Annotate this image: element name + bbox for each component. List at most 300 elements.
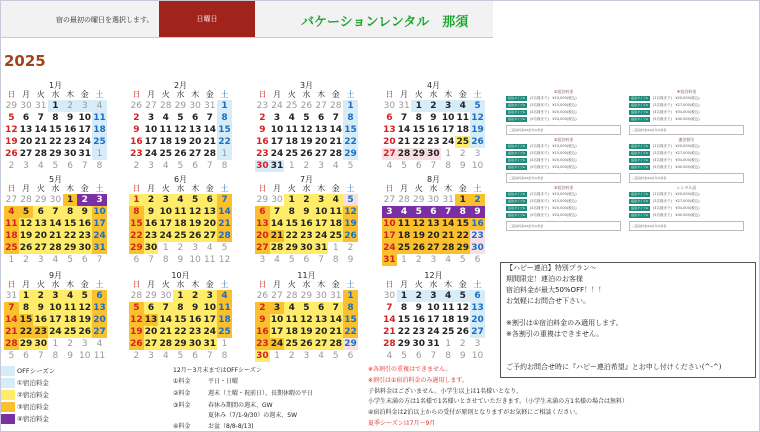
day-cell[interactable]: 15 xyxy=(63,219,77,229)
day-cell[interactable]: 7 xyxy=(158,302,173,314)
day-cell[interactable]: 21 xyxy=(34,137,47,147)
day-cell[interactable]: 15 xyxy=(397,315,411,325)
day-cell[interactable]: 2 xyxy=(255,302,270,314)
day-cell[interactable]: 10 xyxy=(441,113,455,123)
day-cell[interactable]: 28 xyxy=(5,339,18,349)
day-cell[interactable]: 21 xyxy=(441,231,455,241)
day-cell[interactable]: 20 xyxy=(19,137,33,147)
day-cell[interactable]: 30 xyxy=(78,243,92,253)
day-cell[interactable]: 17 xyxy=(383,231,396,241)
day-cell[interactable]: 5 xyxy=(411,206,426,218)
day-cell[interactable]: 11 xyxy=(285,125,298,135)
day-cell[interactable]: 31 xyxy=(203,339,217,349)
day-cell[interactable]: 21 xyxy=(329,137,343,147)
day-cell[interactable]: 30 xyxy=(63,149,77,159)
day-cell[interactable]: 15 xyxy=(456,219,470,229)
day-cell[interactable]: 23 xyxy=(256,339,269,349)
day-cell[interactable]: 29 xyxy=(456,243,470,253)
day-cell[interactable]: 20 xyxy=(188,137,202,147)
day-cell[interactable]: 28 xyxy=(441,243,455,253)
day-cell[interactable]: 8 xyxy=(415,113,422,123)
day-cell[interactable]: 17 xyxy=(314,219,328,229)
day-cell[interactable]: 22 xyxy=(412,137,425,147)
day-cell[interactable]: 26 xyxy=(300,339,313,349)
day-cell[interactable]: 16 xyxy=(256,327,269,337)
day-cell[interactable]: 20 xyxy=(203,219,217,229)
day-cell[interactable]: 3 xyxy=(382,206,397,218)
day-cell[interactable]: 25 xyxy=(159,149,172,159)
day-cell[interactable]: 7 xyxy=(37,113,44,123)
day-cell[interactable]: 29 xyxy=(397,339,411,349)
day-cell[interactable]: 11 xyxy=(159,125,172,135)
day-cell[interactable]: 6 xyxy=(33,206,48,218)
day-cell[interactable]: 20 xyxy=(427,231,440,241)
day-cell[interactable]: 2 xyxy=(299,194,314,206)
day-cell[interactable]: 30 xyxy=(34,339,47,349)
day-cell[interactable]: 17 xyxy=(144,137,158,147)
day-cell[interactable]: 16 xyxy=(471,219,484,229)
day-cell[interactable]: 6 xyxy=(144,302,159,314)
day-cell[interactable]: 24 xyxy=(270,149,284,159)
day-cell[interactable]: 26 xyxy=(471,137,484,147)
day-cell[interactable]: 26 xyxy=(300,149,313,159)
day-cell[interactable]: 23 xyxy=(256,149,269,159)
day-cell[interactable]: 19 xyxy=(78,315,92,325)
day-cell[interactable]: 26 xyxy=(5,149,18,159)
day-cell[interactable]: 13 xyxy=(188,125,202,135)
day-cell[interactable]: 18 xyxy=(174,219,187,229)
day-cell[interactable]: 9 xyxy=(430,113,437,123)
day-cell[interactable]: 26 xyxy=(344,231,357,241)
day-cell[interactable]: 1 xyxy=(343,100,358,112)
day-cell[interactable]: 7 xyxy=(332,113,339,123)
day-cell[interactable]: 19 xyxy=(300,327,313,337)
day-cell[interactable]: 25 xyxy=(329,231,343,241)
day-cell[interactable]: 30 xyxy=(144,243,158,253)
day-cell[interactable]: 27 xyxy=(256,243,269,253)
day-cell[interactable]: 9 xyxy=(299,206,314,218)
day-cell[interactable]: 11 xyxy=(285,315,298,325)
day-cell[interactable]: 5 xyxy=(303,113,310,123)
day-cell[interactable]: 28 xyxy=(218,231,231,241)
day-cell[interactable]: 4 xyxy=(328,194,343,206)
day-cell[interactable]: 19 xyxy=(344,219,357,229)
day-cell[interactable]: 18 xyxy=(397,231,411,241)
day-cell[interactable]: 8 xyxy=(455,206,470,218)
day-cell[interactable]: 28 xyxy=(203,149,217,159)
day-cell[interactable]: 8 xyxy=(63,206,78,218)
day-cell[interactable]: 8 xyxy=(343,302,358,314)
day-cell[interactable]: 14 xyxy=(397,125,411,135)
day-cell[interactable]: 3 xyxy=(270,302,285,314)
day-cell[interactable]: 17 xyxy=(49,315,62,325)
day-cell[interactable]: 27 xyxy=(144,339,158,349)
day-cell[interactable]: 12 xyxy=(300,125,313,135)
day-cell[interactable]: 26 xyxy=(78,327,92,337)
day-cell[interactable]: 13 xyxy=(471,303,484,313)
day-cell[interactable]: 28 xyxy=(270,243,284,253)
day-cell[interactable]: 29 xyxy=(49,149,62,159)
day-cell[interactable]: 13 xyxy=(144,315,158,325)
day-cell[interactable]: 22 xyxy=(397,327,411,337)
day-cell[interactable]: 5 xyxy=(177,113,184,123)
day-cell[interactable]: 27 xyxy=(34,243,47,253)
day-cell[interactable]: 14 xyxy=(159,315,172,325)
day-cell[interactable]: 11 xyxy=(456,113,470,123)
day-cell[interactable]: 7 xyxy=(48,206,63,218)
day-cell[interactable]: 4 xyxy=(284,302,299,314)
day-cell[interactable]: 20 xyxy=(471,315,484,325)
day-cell[interactable]: 10 xyxy=(427,303,440,313)
day-cell[interactable]: 18 xyxy=(218,315,231,325)
day-cell[interactable]: 10 xyxy=(314,207,328,217)
day-cell[interactable]: 23 xyxy=(78,231,92,241)
day-cell[interactable]: 31 xyxy=(270,161,284,171)
day-cell[interactable]: 5 xyxy=(19,206,34,218)
day-cell[interactable]: 11 xyxy=(5,219,18,229)
day-cell[interactable]: 22 xyxy=(19,327,33,337)
day-cell[interactable]: 12 xyxy=(5,125,18,135)
day-cell[interactable]: 27 xyxy=(471,327,484,337)
day-cell[interactable]: 23 xyxy=(471,231,484,241)
day-cell[interactable]: 21 xyxy=(329,327,343,337)
day-cell[interactable]: 25 xyxy=(285,339,298,349)
day-cell[interactable]: 11 xyxy=(397,219,411,229)
day-cell[interactable]: 2 xyxy=(259,113,266,123)
day-cell[interactable]: 15 xyxy=(174,315,187,325)
day-cell[interactable]: 27 xyxy=(93,327,106,337)
day-cell[interactable]: 26 xyxy=(188,231,202,241)
day-cell[interactable]: 2 xyxy=(77,194,92,206)
day-cell[interactable]: 2 xyxy=(33,290,48,302)
day-cell[interactable]: 14 xyxy=(218,207,231,217)
day-cell[interactable]: 3 xyxy=(273,113,281,123)
day-cell[interactable]: 14 xyxy=(329,315,343,325)
day-cell[interactable]: 27 xyxy=(19,149,33,159)
day-cell[interactable]: 1 xyxy=(129,194,144,206)
day-cell[interactable]: 6 xyxy=(191,113,199,123)
day-cell[interactable]: 21 xyxy=(49,231,62,241)
day-cell[interactable]: 25 xyxy=(174,231,187,241)
day-cell[interactable]: 15 xyxy=(412,125,425,135)
day-cell[interactable]: 17 xyxy=(93,219,106,229)
day-cell[interactable]: 9 xyxy=(188,302,203,314)
day-cell[interactable]: 4 xyxy=(441,290,456,302)
day-cell[interactable]: 29 xyxy=(130,243,143,253)
day-cell[interactable]: 14 xyxy=(34,125,47,135)
day-cell[interactable]: 14 xyxy=(5,315,18,325)
day-cell[interactable]: 16 xyxy=(78,219,92,229)
day-cell[interactable]: 12 xyxy=(188,207,202,217)
day-cell[interactable]: 5 xyxy=(129,302,144,314)
day-cell[interactable]: 24 xyxy=(270,339,284,349)
day-cell[interactable]: 9 xyxy=(470,206,485,218)
day-cell[interactable]: 2 xyxy=(144,194,159,206)
day-cell[interactable]: 10 xyxy=(383,219,396,229)
day-cell[interactable]: 9 xyxy=(77,206,92,218)
day-cell[interactable]: 16 xyxy=(256,137,269,147)
day-cell[interactable]: 9 xyxy=(255,314,270,326)
day-cell[interactable]: 15 xyxy=(130,219,143,229)
day-cell[interactable]: 22 xyxy=(218,137,231,147)
day-cell[interactable]: 5 xyxy=(188,194,203,206)
day-cell[interactable]: 27 xyxy=(314,339,328,349)
day-cell[interactable]: 5 xyxy=(299,302,314,314)
day-cell[interactable]: 1 xyxy=(63,194,78,206)
day-cell[interactable]: 25 xyxy=(5,243,18,253)
day-cell[interactable]: 8 xyxy=(173,302,188,314)
day-cell[interactable]: 27 xyxy=(427,243,440,253)
day-cell[interactable]: 12 xyxy=(19,219,33,229)
day-cell[interactable]: 8 xyxy=(217,112,232,124)
day-cell[interactable]: 31 xyxy=(78,149,92,159)
day-cell[interactable]: 18 xyxy=(441,315,455,325)
day-cell[interactable]: 23 xyxy=(130,149,143,159)
day-cell[interactable]: 11 xyxy=(441,303,455,313)
day-cell[interactable]: 23 xyxy=(427,137,440,147)
day-cell[interactable]: 16 xyxy=(144,219,158,229)
day-cell[interactable]: 23 xyxy=(412,327,425,337)
day-cell[interactable]: 15 xyxy=(285,219,298,229)
day-cell[interactable]: 25 xyxy=(397,243,411,253)
day-cell[interactable]: 6 xyxy=(202,194,217,206)
day-cell[interactable]: 30 xyxy=(427,149,440,159)
day-cell[interactable]: 25 xyxy=(285,149,298,159)
day-cell[interactable]: 1 xyxy=(48,100,63,112)
day-cell[interactable]: 15 xyxy=(344,315,357,325)
day-cell[interactable]: 12 xyxy=(412,219,425,229)
day-cell[interactable]: 5 xyxy=(470,100,485,112)
day-cell[interactable]: 3 xyxy=(92,194,107,206)
day-cell[interactable]: 20 xyxy=(144,327,158,337)
day-cell[interactable]: 11 xyxy=(93,113,106,123)
day-cell[interactable]: 13 xyxy=(203,207,217,217)
day-cell[interactable]: 26 xyxy=(174,149,187,159)
day-cell[interactable]: 8 xyxy=(400,303,408,313)
day-cell[interactable]: 28 xyxy=(329,339,343,349)
day-cell[interactable]: 8 xyxy=(129,206,144,218)
day-cell[interactable]: 17 xyxy=(270,137,284,147)
day-cell[interactable]: 28 xyxy=(397,149,411,159)
day-cell[interactable]: 25 xyxy=(441,327,455,337)
day-cell[interactable]: 16 xyxy=(300,219,313,229)
day-cell[interactable]: 1 xyxy=(217,100,232,112)
day-cell[interactable]: 1 xyxy=(343,290,358,302)
day-cell[interactable]: 29 xyxy=(174,339,187,349)
day-cell[interactable]: 18 xyxy=(285,327,298,337)
day-cell[interactable]: 29 xyxy=(19,339,33,349)
day-cell[interactable]: 18 xyxy=(159,137,172,147)
day-cell[interactable]: 6 xyxy=(317,113,325,123)
day-cell[interactable]: 22 xyxy=(344,327,357,337)
day-cell[interactable]: 13 xyxy=(93,303,106,313)
day-cell[interactable]: 8 xyxy=(19,302,34,314)
day-cell[interactable]: 24 xyxy=(314,231,328,241)
day-cell[interactable]: 22 xyxy=(49,137,62,147)
day-cell[interactable]: 28 xyxy=(34,149,47,159)
day-cell[interactable]: 8 xyxy=(343,112,358,124)
day-cell[interactable]: 4 xyxy=(173,194,188,206)
day-cell[interactable]: 27 xyxy=(314,149,328,159)
day-cell[interactable]: 22 xyxy=(63,231,77,241)
day-cell[interactable]: 31 xyxy=(314,243,328,253)
day-cell[interactable]: 1 xyxy=(173,290,188,302)
day-cell[interactable]: 27 xyxy=(203,231,217,241)
day-cell[interactable]: 5 xyxy=(77,290,92,302)
day-cell[interactable]: 16 xyxy=(34,315,47,325)
day-cell[interactable]: 6 xyxy=(314,302,329,314)
day-cell[interactable]: 16 xyxy=(130,137,143,147)
day-cell[interactable]: 30 xyxy=(471,243,484,253)
day-cell[interactable]: 17 xyxy=(427,315,440,325)
day-cell[interactable]: 30 xyxy=(412,339,425,349)
day-cell[interactable]: 20 xyxy=(314,137,328,147)
day-cell[interactable]: 29 xyxy=(412,149,425,159)
day-cell[interactable]: 7 xyxy=(270,206,285,218)
day-cell[interactable]: 7 xyxy=(4,302,19,314)
day-cell[interactable]: 7 xyxy=(441,206,456,218)
day-cell[interactable]: 4 xyxy=(4,206,19,218)
day-cell[interactable]: 20 xyxy=(383,137,396,147)
day-cell[interactable]: 28 xyxy=(383,339,396,349)
day-cell[interactable]: 6 xyxy=(470,290,485,302)
day-cell[interactable]: 29 xyxy=(344,149,357,159)
day-cell[interactable]: 9 xyxy=(33,302,48,314)
day-cell[interactable]: 25 xyxy=(63,327,77,337)
day-cell[interactable]: 15 xyxy=(19,315,33,325)
day-cell[interactable]: 4 xyxy=(397,206,412,218)
day-cell[interactable]: 24 xyxy=(49,327,62,337)
day-cell[interactable]: 17 xyxy=(203,315,217,325)
day-cell[interactable]: 10 xyxy=(270,315,284,325)
day-cell[interactable]: 11 xyxy=(329,207,343,217)
day-cell[interactable]: 1 xyxy=(19,290,34,302)
day-cell[interactable]: 9 xyxy=(133,125,140,135)
day-cell[interactable]: 4 xyxy=(288,113,295,123)
day-cell[interactable]: 18 xyxy=(63,315,77,325)
day-cell[interactable]: 6 xyxy=(386,113,393,123)
day-cell[interactable]: 19 xyxy=(412,231,425,241)
day-cell[interactable]: 24 xyxy=(203,327,217,337)
day-cell[interactable]: 21 xyxy=(203,137,217,147)
day-cell[interactable]: 30 xyxy=(256,161,269,171)
day-cell[interactable]: 7 xyxy=(400,113,408,123)
day-cell[interactable]: 12 xyxy=(344,207,357,217)
day-cell[interactable]: 12 xyxy=(471,113,484,123)
day-cell[interactable]: 16 xyxy=(427,125,440,135)
day-cell[interactable]: 6 xyxy=(426,206,441,218)
day-cell[interactable]: 23 xyxy=(34,327,47,337)
day-cell[interactable]: 4 xyxy=(455,100,470,112)
day-cell[interactable]: 31 xyxy=(427,339,440,349)
day-cell[interactable]: 5 xyxy=(8,113,15,123)
day-cell[interactable]: 28 xyxy=(159,339,172,349)
day-cell[interactable]: 3 xyxy=(147,113,155,123)
day-cell[interactable]: 16 xyxy=(188,315,202,325)
day-cell[interactable]: 25 xyxy=(93,137,106,147)
day-cell[interactable]: 3 xyxy=(441,100,456,112)
day-cell[interactable]: 17 xyxy=(159,219,172,229)
day-cell[interactable]: 9 xyxy=(66,113,74,123)
day-cell[interactable]: 13 xyxy=(19,125,33,135)
day-cell[interactable]: 9 xyxy=(144,206,159,218)
day-cell[interactable]: 30 xyxy=(188,339,202,349)
day-cell[interactable]: 19 xyxy=(300,137,313,147)
day-cell[interactable]: 23 xyxy=(144,231,158,241)
day-cell[interactable]: 17 xyxy=(441,125,455,135)
day-cell[interactable]: 14 xyxy=(383,315,396,325)
day-cell[interactable]: 30 xyxy=(256,351,269,361)
day-cell[interactable]: 6 xyxy=(22,113,30,123)
day-cell[interactable]: 29 xyxy=(285,243,298,253)
day-cell[interactable]: 31 xyxy=(383,255,396,265)
day-cell[interactable]: 29 xyxy=(63,243,77,253)
day-cell[interactable]: 19 xyxy=(130,327,143,337)
day-cell[interactable]: 12 xyxy=(456,303,470,313)
day-cell[interactable]: 12 xyxy=(78,303,92,313)
day-cell[interactable]: 23 xyxy=(300,231,313,241)
day-cell[interactable]: 1 xyxy=(411,100,426,112)
day-cell[interactable]: 1 xyxy=(284,194,299,206)
day-cell[interactable]: 22 xyxy=(130,231,143,241)
day-cell[interactable]: 11 xyxy=(63,303,77,313)
day-cell[interactable]: 18 xyxy=(5,231,18,241)
day-cell[interactable]: 21 xyxy=(383,327,396,337)
day-cell[interactable]: 13 xyxy=(427,219,440,229)
day-cell[interactable]: 7 xyxy=(386,303,393,313)
day-cell[interactable]: 22 xyxy=(456,231,470,241)
day-cell[interactable]: 15 xyxy=(218,125,231,135)
day-cell[interactable]: 12 xyxy=(174,125,187,135)
day-cell[interactable]: 22 xyxy=(285,231,298,241)
day-cell[interactable]: 31 xyxy=(93,243,106,253)
day-cell[interactable]: 13 xyxy=(256,219,269,229)
day-cell[interactable]: 16 xyxy=(412,315,425,325)
day-cell[interactable]: 10 xyxy=(144,125,158,135)
day-cell[interactable]: 10 xyxy=(159,207,172,217)
day-cell[interactable]: 20 xyxy=(314,327,328,337)
day-cell[interactable]: 23 xyxy=(188,327,202,337)
day-cell[interactable]: 3 xyxy=(314,194,329,206)
day-cell[interactable]: 30 xyxy=(300,243,313,253)
day-cell[interactable]: 26 xyxy=(130,339,143,349)
day-cell[interactable]: 21 xyxy=(218,219,231,229)
day-cell[interactable]: 7 xyxy=(328,302,343,314)
day-cell[interactable]: 10 xyxy=(49,303,62,313)
day-cell[interactable]: 3 xyxy=(158,194,173,206)
day-cell[interactable]: 1 xyxy=(397,290,412,302)
day-cell[interactable]: 24 xyxy=(441,137,455,147)
day-cell[interactable]: 25 xyxy=(218,327,231,337)
day-cell[interactable]: 13 xyxy=(314,125,328,135)
day-cell[interactable]: 20 xyxy=(34,231,47,241)
day-cell[interactable]: 14 xyxy=(329,125,343,135)
day-cell[interactable]: 19 xyxy=(174,137,187,147)
day-cell[interactable]: 18 xyxy=(329,219,343,229)
day-cell[interactable]: 10 xyxy=(270,125,284,135)
day-cell[interactable]: 14 xyxy=(203,125,217,135)
day-cell[interactable]: 24 xyxy=(93,231,106,241)
day-cell[interactable]: 14 xyxy=(441,219,455,229)
day-cell[interactable]: 1 xyxy=(455,194,470,206)
day-cell[interactable]: 18 xyxy=(456,125,470,135)
day-cell[interactable]: 2 xyxy=(411,290,426,302)
day-cell[interactable]: 16 xyxy=(63,125,77,135)
day-cell[interactable]: 19 xyxy=(188,219,202,229)
day-cell[interactable]: 24 xyxy=(383,243,396,253)
day-cell[interactable]: 8 xyxy=(284,206,299,218)
day-cell[interactable]: 19 xyxy=(5,137,18,147)
